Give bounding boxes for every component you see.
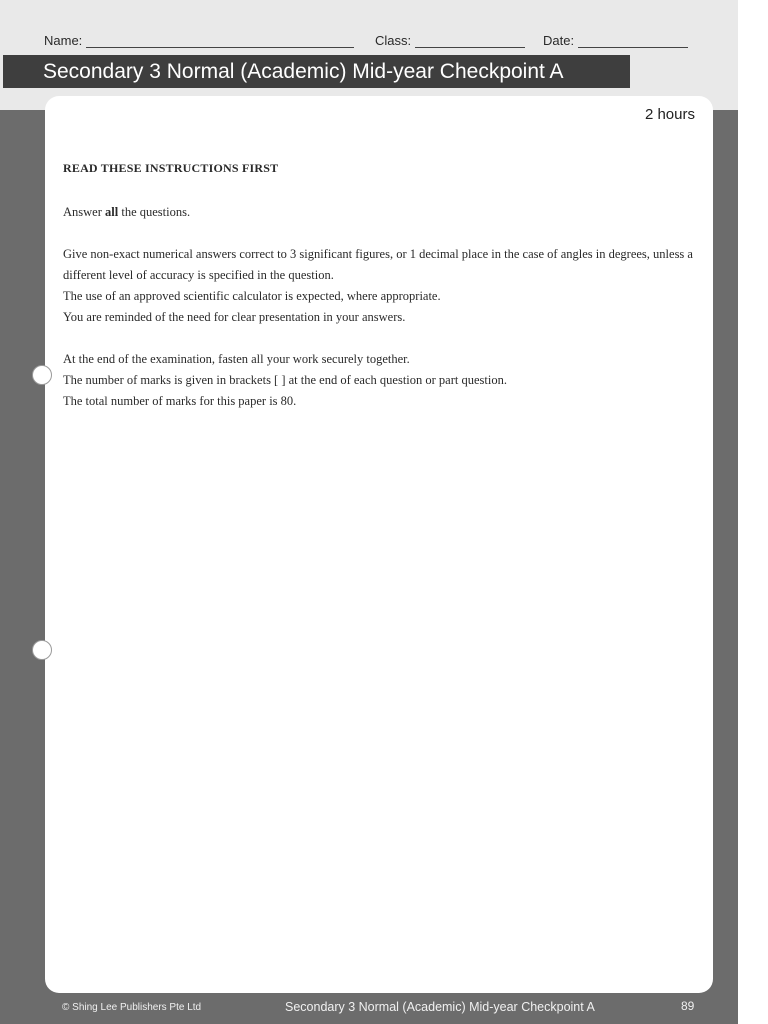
instruction-marks-brackets: The number of marks is given in brackets [ ] at the end of each question or part question. <box>63 373 507 387</box>
punch-hole-lower <box>32 640 52 660</box>
paper-title: Secondary 3 Normal (Academic) Mid-year Checkpoint A <box>43 60 564 83</box>
punch-hole-upper <box>32 365 52 385</box>
student-details-row <box>0 26 738 56</box>
class-blank-line <box>415 35 525 48</box>
footer-page-number: 89 <box>681 999 695 1013</box>
instruction-presentation: You are reminded of the need for clear presentation in your answers. <box>63 310 406 324</box>
instructions-block <box>63 158 693 412</box>
date-field <box>543 33 688 48</box>
page-footer <box>0 996 738 1020</box>
instructions-panel <box>45 96 713 993</box>
paper-title-bar <box>3 55 630 88</box>
name-field <box>44 33 354 48</box>
date-label: Date: <box>543 33 575 48</box>
name-label: Name: <box>44 33 83 48</box>
instruction-calculator: The use of an approved scientific calculator is expected, where appropriate. <box>63 289 441 303</box>
footer-copyright: © Shing Lee Publishers Pte Ltd <box>62 1002 202 1013</box>
instruction-answer-all: Answer all the questions. <box>63 205 191 219</box>
page-margin-right <box>738 0 768 1024</box>
footer-paper-title: Secondary 3 Normal (Academic) Mid-year Checkpoint A <box>285 1000 595 1014</box>
instruction-accuracy: Give non-exact numerical answers correct to 3 significant figures, or 1 decimal place in the case of angles in degrees, unless a different level of accuracy is specified in the question. <box>63 247 693 282</box>
class-label: Class: <box>375 33 412 48</box>
instruction-total-marks: The total number of marks for this paper is 80. <box>63 394 297 408</box>
class-field <box>375 33 525 48</box>
instructions-heading: READ THESE INSTRUCTIONS FIRST <box>63 161 279 175</box>
instruction-fasten: At the end of the examination, fasten all your work securely together. <box>63 352 410 366</box>
name-blank-line <box>86 35 354 48</box>
exam-duration: 2 hours <box>644 106 695 123</box>
date-blank-line <box>578 35 688 48</box>
